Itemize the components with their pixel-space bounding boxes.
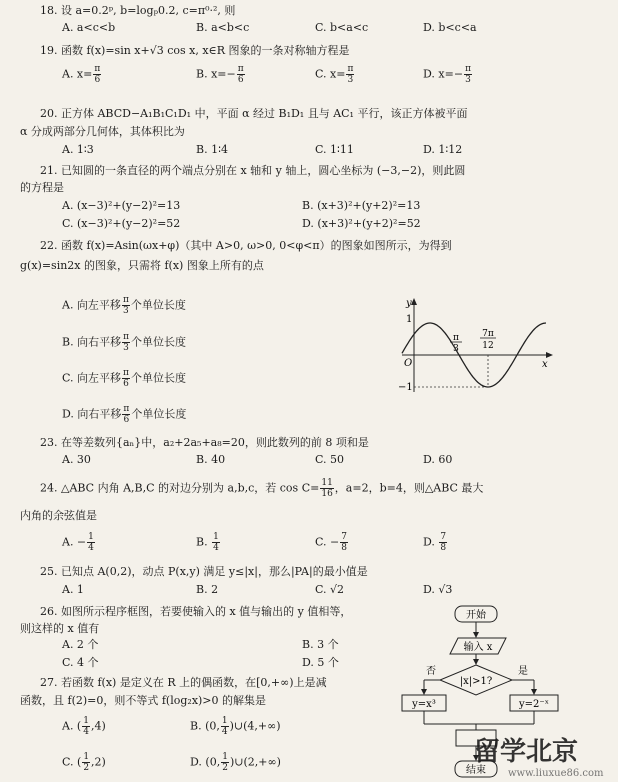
q23-option-b: B. 40 xyxy=(196,453,226,466)
q20-stem-line1: 20. 正方体 ABCD−A₁B₁C₁D₁ 中，平面 α 经过 B₁D₁ 且与 AC₁ 平行，该正方体被平面 xyxy=(40,107,468,120)
q18-option-a: A. a<c<b xyxy=(62,21,116,34)
q20-option-d: D. 1∶12 xyxy=(423,143,463,156)
q18-option-d: D. b<c<a xyxy=(423,21,477,34)
tick2-den: 12 xyxy=(482,341,494,351)
q25-option-d: D. √3 xyxy=(423,583,453,596)
q22-option-b: B. 向右平移 $\frac{\pi}{3}$ 个单位长度 xyxy=(62,332,186,353)
q25-option-c: C. √2 xyxy=(315,583,345,596)
q22-option-a: A. 向左平移 $\frac{\pi}{3}$ 个单位长度 xyxy=(62,295,186,316)
q21-option-c: C. (x−3)²+(y−2)²=52 xyxy=(62,217,181,230)
q27-option-c: C. ( $\frac{1}{2}$ ,2) xyxy=(62,752,106,773)
q24-option-a: A. − $\frac{1}{4}$ xyxy=(62,532,94,553)
q24-option-b: B. $\frac{1}{4}$ xyxy=(196,532,219,553)
q20-option-a: A. 1∶3 xyxy=(62,143,94,156)
q20-stem-line2: α 分成两部分几何体，其体积比为 xyxy=(20,125,185,138)
graph-y-label: y xyxy=(406,298,412,309)
q27-option-a: A. ( $\frac{1}{4}$ ,4) xyxy=(62,716,106,737)
q21-option-b: B. (x+3)²+(y+2)²=13 xyxy=(302,199,421,212)
q20-option-b: B. 1∶4 xyxy=(196,143,228,156)
q25-stem: 25. 已知点 A(0,2)，动点 P(x,y) 满足 y≤|x|，那么|PA|的最小值是 xyxy=(40,565,368,578)
q20-option-c: C. 1∶11 xyxy=(315,143,354,156)
q23-stem: 23. 在等差数列{aₙ}中，a₂+2a₅+a₈=20，则此数列的前 8 项和是 xyxy=(40,436,369,449)
q26-stem-line1: 26. 如图所示程序框图，若要使输入的 x 值与输出的 y 值相等， xyxy=(40,605,352,618)
q22-option-d: D. 向右平移 $\frac{\pi}{6}$ 个单位长度 xyxy=(62,404,187,425)
flow-right-text: y=2⁻ˣ xyxy=(519,699,549,710)
q26-option-b: B. 3 个 xyxy=(302,638,339,651)
q24-option-c: C. − $\frac{7}{8}$ xyxy=(315,532,347,553)
graph-origin: O xyxy=(404,358,413,369)
q18-stem: 18. 设 a=0.2ᵖ, b=logₚ0.2, c=π⁰·², 则 xyxy=(40,4,236,17)
q25-option-a: A. 1 xyxy=(62,583,84,596)
tick1-den: 3 xyxy=(453,344,459,354)
q27-option-b: B. (0, $\frac{1}{4}$ )∪(4,+∞) xyxy=(190,716,281,737)
q26-option-d: D. 5 个 xyxy=(302,656,339,669)
watermark-url: www.liuxue86.com xyxy=(508,768,604,779)
graph-y-min: −1 xyxy=(398,382,413,393)
q19-option-a: A. x= $\frac{\pi}{6}$ xyxy=(62,64,101,85)
q22-sine-graph xyxy=(392,296,557,396)
graph-x-label: x xyxy=(542,359,548,370)
q19-option-d: D. x=− $\frac{\pi}{3}$ xyxy=(423,64,471,85)
flow-end-text: 结束 xyxy=(466,765,486,776)
q23-option-d: D. 60 xyxy=(423,453,453,466)
q24-stem-line2: 内角的余弦值是 xyxy=(20,509,97,522)
flow-left-text: y=x³ xyxy=(412,699,436,710)
q27-option-d: D. (0, $\frac{1}{2}$ )∪(2,+∞) xyxy=(190,752,281,773)
tick2-num: 7π xyxy=(482,329,494,339)
q27-stem-line2: 函数，且 f(2)=0，则不等式 f(log₂x)>0 的解集是 xyxy=(20,694,267,707)
y-axis-arrow xyxy=(411,298,417,305)
graph-y-max: 1 xyxy=(406,314,413,325)
q19-option-b: B. x=− $\frac{\pi}{6}$ xyxy=(196,64,244,85)
q22-stem-line2: g(x)=sin2x 的图象，只需将 f(x) 图象上所有的点 xyxy=(20,259,264,272)
flow-input-text: 输入 x xyxy=(463,642,493,653)
q27-stem-line1: 27. 若函数 f(x) 是定义在 R 上的偶函数，在[0,+∞)上是减 xyxy=(40,676,327,689)
q19-stem: 19. 函数 f(x)=sin x+√3 cos x, x∈R 图象的一条对称轴方程是 xyxy=(40,44,350,57)
watermark-logo-text: 留学北京 xyxy=(474,737,579,767)
flow-yes-label: 是 xyxy=(518,666,528,677)
q23-option-c: C. 50 xyxy=(315,453,345,466)
x-axis-arrow xyxy=(546,352,553,358)
q26-stem-line2: 则这样的 x 值有 xyxy=(20,622,100,635)
q18-option-b: B. a<b<c xyxy=(196,21,250,34)
q21-stem-line1: 21. 已知圆的一条直径的两个端点分别在 x 轴和 y 轴上，圆心坐标为 (−3,−2)，则此圆 xyxy=(40,164,466,177)
q23-option-a: A. 30 xyxy=(62,453,91,466)
watermark-logo xyxy=(470,728,618,782)
q24-option-d: D. $\frac{7}{8}$ xyxy=(423,532,447,553)
q21-stem-line2: 的方程是 xyxy=(20,181,64,194)
q19-option-c: C. x= $\frac{\pi}{3}$ xyxy=(315,64,354,85)
q21-option-a: A. (x−3)²+(y−2)²=13 xyxy=(62,199,181,212)
q24-stem: 24. △ABC 内角 A,B,C 的对边分别为 a,b,c，若 cos C= $\frac{11}{16}$ ，a=2，b=4，则△ABC 最大 xyxy=(40,478,484,499)
q26-option-a: A. 2 个 xyxy=(62,638,99,651)
flow-decision-text: |x|>1? xyxy=(459,676,493,687)
q25-option-b: B. 2 xyxy=(196,583,219,596)
q22-option-c: C. 向左平移 $\frac{\pi}{6}$ 个单位长度 xyxy=(62,368,186,389)
tick1-num: π xyxy=(453,333,459,343)
q26-option-c: C. 4 个 xyxy=(62,656,99,669)
flow-start-text: 开始 xyxy=(466,610,486,621)
flow-no-label: 否 xyxy=(426,666,436,677)
q21-option-d: D. (x+3)²+(y+2)²=52 xyxy=(302,217,421,230)
q22-stem-line1: 22. 函数 f(x)=Asin(ωx+φ)（其中 A>0, ω>0, 0<φ<π）的图象如图所示，为得到 xyxy=(40,239,452,252)
q18-option-c: C. b<a<c xyxy=(315,21,369,34)
